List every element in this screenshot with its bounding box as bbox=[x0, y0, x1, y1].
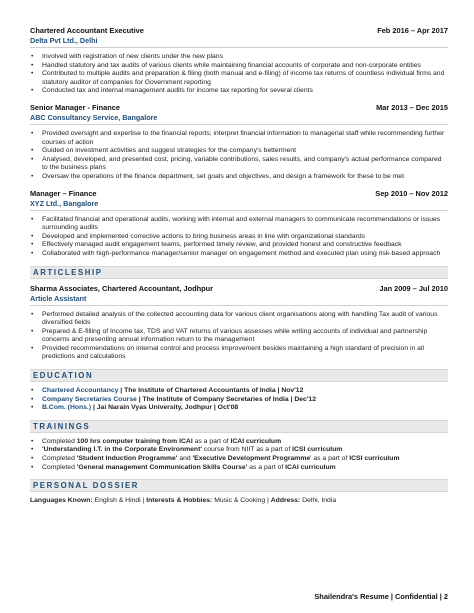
bullet-text: Oversaw the operations of the finance department, set goals and objectives, and design a framework for these to be met bbox=[42, 172, 404, 180]
trainings-list bbox=[30, 438, 448, 472]
divider bbox=[30, 210, 448, 211]
job-header bbox=[30, 26, 448, 35]
training-curriculum: ICAI curriculum bbox=[285, 463, 336, 471]
training-name: 'Understanding I.T. in the Corporate Environment' bbox=[42, 446, 202, 454]
bullet-text: Guided on investment activities and suggest strategies for the company's betterment bbox=[42, 147, 297, 155]
section-heading-trainings: TRAININGS bbox=[30, 420, 448, 433]
bullet-icon: • bbox=[31, 437, 34, 445]
training-text: as a part of bbox=[192, 437, 231, 445]
bullet-icon: • bbox=[31, 61, 34, 69]
list-item bbox=[30, 455, 448, 464]
bullet-text: Handled statutory and tax audits of various clients while maintaining financial accounts of corporate and non-corporate entities bbox=[42, 61, 421, 69]
job-header bbox=[30, 103, 448, 112]
job-company: Delta Pvt Ltd., Delhi bbox=[30, 36, 98, 45]
bullet-icon: • bbox=[31, 387, 34, 395]
degree-name: Company Secretaries Course bbox=[42, 395, 137, 403]
job-role: Article Assistant bbox=[30, 293, 87, 303]
job-bullets bbox=[30, 53, 448, 96]
job-bullets bbox=[30, 216, 448, 259]
bullet-icon: • bbox=[31, 232, 34, 240]
bullet-text: Developed and implemented corrective actions to bring business areas in line with organizational standards bbox=[42, 232, 366, 240]
list-item bbox=[30, 70, 448, 87]
training-name: 'General management Communication Skills Course' bbox=[76, 463, 248, 471]
job-bullets bbox=[30, 311, 448, 363]
list-item bbox=[30, 464, 448, 473]
bullet-icon: • bbox=[31, 172, 34, 180]
list-item bbox=[30, 216, 448, 233]
job-entry bbox=[30, 189, 448, 259]
training-name: 100 hrs computer training from ICAI bbox=[76, 437, 193, 445]
job-dates: Feb 2016 – Apr 2017 bbox=[377, 26, 448, 35]
list-item bbox=[30, 345, 448, 362]
bullet-icon: • bbox=[31, 344, 34, 352]
page-footer: Shailendra's Resume | Confidential | 2 bbox=[314, 592, 448, 601]
list-item bbox=[30, 446, 448, 455]
interests-label: Interests & Hobbies: bbox=[146, 497, 213, 505]
bullet-text: Provided oversight and expertise to the financial reports; interpret financial information to managerial staff while recommending further courses of action bbox=[42, 129, 445, 146]
bullet-text: Conducted tax and internal management audits for income tax reporting for several clients bbox=[42, 87, 313, 95]
bullet-text: Provided recommendations on internal control and process improvement besides maintaining a high standard of precision in all predictions and calculations bbox=[42, 344, 424, 361]
bullet-text: Facilitated financial and operational audits, working with internal and external managers to communicate recommendations or issues surrounding audits bbox=[42, 215, 441, 232]
job-title: Chartered Accountant Executive bbox=[30, 26, 144, 35]
list-item bbox=[30, 62, 448, 71]
list-item bbox=[30, 156, 448, 173]
job-header bbox=[30, 189, 448, 198]
training-curriculum: ICSI curriculum bbox=[292, 446, 343, 454]
list-item bbox=[30, 438, 448, 447]
degree-name: B.Com. (Hons.) bbox=[42, 404, 92, 412]
bullet-text: Involved with registration of new clients under the new plans bbox=[42, 53, 223, 60]
job-dates: Mar 2013 – Dec 2015 bbox=[376, 102, 448, 112]
bullet-text: Performed detailed analysis of the collected accounting data for various client organisations along with handling Tax audit of various diversified fields bbox=[42, 310, 438, 327]
articleship-entry bbox=[30, 284, 448, 363]
list-item bbox=[30, 147, 448, 156]
job-company: XYZ Ltd., Bangalore bbox=[30, 198, 99, 208]
list-item bbox=[30, 233, 448, 242]
bullet-text: Analysed, developed, and presented cost, pricing, variable contributions, sales results, and company's actual performance compared to the business plans bbox=[42, 155, 442, 172]
languages-label: Languages Known: bbox=[30, 497, 93, 505]
interests-value: Music & Cooking | bbox=[212, 497, 271, 505]
bullet-icon: • bbox=[31, 70, 34, 78]
address-label: Address: bbox=[270, 497, 301, 505]
training-curriculum: ICSI curriculum bbox=[349, 455, 400, 463]
bullet-icon: • bbox=[31, 155, 34, 163]
training-name: 'Student Induction Programme' bbox=[76, 455, 178, 463]
job-title: Senior Manager - Finance bbox=[30, 102, 120, 112]
education-list bbox=[30, 387, 448, 413]
list-item bbox=[30, 396, 448, 405]
list-item bbox=[30, 328, 448, 345]
bullet-icon: • bbox=[31, 327, 34, 335]
training-name: 'Executive Development Programme bbox=[192, 455, 311, 463]
bullet-icon: • bbox=[31, 395, 34, 403]
list-item bbox=[30, 311, 448, 328]
bullet-text: Effectively managed audit engagement teams, performed timely review, and provided honest and constructive feedback bbox=[42, 241, 402, 249]
divider bbox=[30, 305, 448, 306]
languages-value: English & Hindi | bbox=[92, 497, 147, 505]
bullet-icon: • bbox=[31, 241, 34, 249]
bullet-icon: • bbox=[31, 404, 34, 412]
list-item bbox=[30, 130, 448, 147]
training-text: Completed bbox=[42, 463, 77, 471]
dossier-line bbox=[30, 497, 448, 504]
degree-details: | The Institute of Chartered Accountants of India | Nov'12 bbox=[118, 387, 304, 395]
list-item bbox=[30, 173, 448, 182]
bullet-icon: • bbox=[31, 147, 34, 155]
bullet-icon: • bbox=[31, 446, 34, 454]
degree-details: | Jai Narain Vyas University, Jodhpur | Oct'08 bbox=[91, 404, 239, 412]
list-item bbox=[30, 241, 448, 250]
bullet-icon: • bbox=[31, 215, 34, 223]
list-item bbox=[30, 404, 448, 413]
bullet-icon: • bbox=[31, 53, 34, 60]
training-text: Completed bbox=[42, 437, 77, 445]
bullet-icon: • bbox=[31, 87, 34, 95]
bullet-icon: • bbox=[31, 129, 34, 137]
bullet-icon: • bbox=[31, 463, 34, 471]
bullet-text: Contributed to multiple audits and preparation & filing (both manual and e-filing) of income tax returns of countless individual firms and statutory auditor of companies for Government reporting bbox=[42, 70, 445, 86]
section-heading-dossier: PERSONAL DOSSIER bbox=[30, 479, 448, 492]
list-item bbox=[30, 87, 448, 96]
bullet-icon: • bbox=[31, 310, 34, 318]
bullet-text: Collaborated with high-performance manager/senior manager on engagement method and executed plan using risk-based approach bbox=[42, 249, 441, 257]
address-value: Delhi, India bbox=[300, 497, 337, 505]
job-title: Manager – Finance bbox=[30, 188, 97, 198]
training-text: course from NIIT as a part of bbox=[201, 446, 293, 454]
list-item bbox=[30, 250, 448, 259]
bullet-icon: • bbox=[31, 455, 34, 463]
list-item bbox=[30, 387, 448, 396]
bullet-icon: • bbox=[31, 249, 34, 257]
divider bbox=[30, 124, 448, 125]
job-header bbox=[30, 284, 448, 293]
job-bullets bbox=[30, 130, 448, 182]
section-heading-education: EDUCATION bbox=[30, 369, 448, 382]
degree-details: | The Institute of Company Secretaries of India | Dec'12 bbox=[136, 395, 316, 403]
section-heading-articleship: ARTICLESHIP bbox=[30, 266, 448, 279]
training-text: ' as a part of bbox=[310, 455, 350, 463]
job-entry bbox=[30, 26, 448, 96]
job-company: ABC Consultancy Service, Bangalore bbox=[30, 112, 158, 122]
job-entry bbox=[30, 103, 448, 182]
job-title: Sharma Associates, Chartered Accountant, Jodhpur bbox=[30, 283, 214, 293]
degree-name: Chartered Accountancy bbox=[42, 387, 119, 395]
training-text: as a part of bbox=[247, 463, 286, 471]
training-text: and bbox=[177, 455, 193, 463]
job-dates: Sep 2010 – Nov 2012 bbox=[375, 188, 448, 198]
training-curriculum: ICAI curriculum bbox=[230, 437, 282, 445]
list-item bbox=[30, 53, 448, 62]
divider bbox=[30, 47, 448, 48]
job-dates: Jan 2009 – Jul 2010 bbox=[379, 283, 448, 293]
training-text: Completed bbox=[42, 455, 77, 463]
bullet-text: Prepared & E-filling of Income tax, TDS and VAT returns of various assesses while writing accounts of individual and partnership concerns and presenting annual information return to the management bbox=[42, 327, 428, 344]
resume-page bbox=[30, 26, 448, 504]
